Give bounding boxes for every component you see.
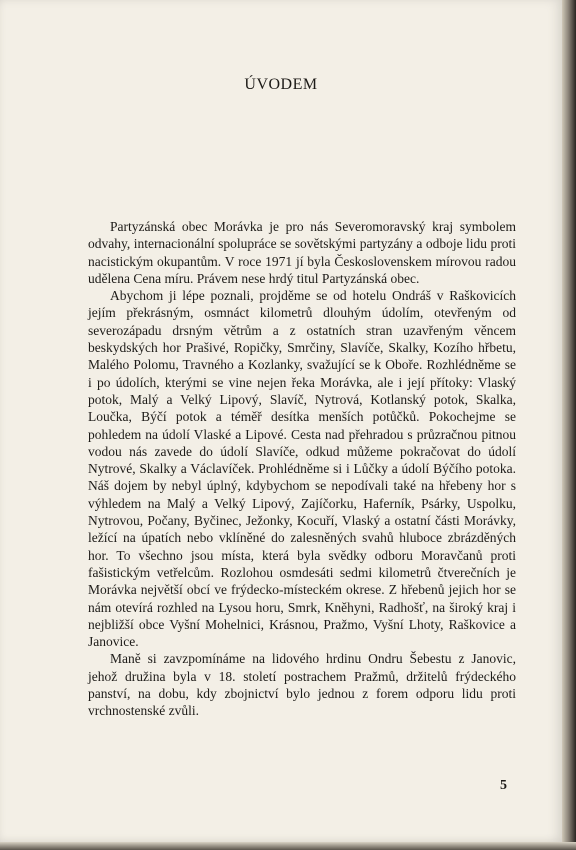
page-edge-shadow <box>562 0 576 850</box>
chapter-title: ÚVODEM <box>244 76 318 93</box>
page-bottom-shadow <box>0 842 576 850</box>
body-text <box>88 218 516 720</box>
page-number: 5 <box>500 778 507 793</box>
paragraph-2: Abychom ji lépe poznali, projděme se od hotelu Ondráš v Raškovicích jejím překrásným, osmnáct kilometrů dlouhým údolím, otevřeným od severozápadu drsným větrům a z ostatních stran uzavřeným věncem beskydských hor Prašivé, Ropičky, Smrčiny, Slavíče, Skalky, Kozího hřbetu, Malého Polomu, Travného a Kozlanky, svažující se k Oboře. Rozhlédněme se i po údolích, kterými se vine nejen řeka Morávka, ale i její přítoky: Vlaský potok, Malý a Velký Lipový, Slavíč, Nytrová, Kotlanský potok, Skalka, Loučka, Býčí potok a téměř desítka menších potůčků. Pokochejme se pohledem na údolí Vlaské a Lipové. Cesta nad přehradou s průzračnou pitnou vodou nás zavede do údolí Slavíče, odkud můžeme pokračovat do údolí Nytrové, Skalky a Václavíček. Prohlédněme si i Lůčky a údolí Býčího potoka. Náš dojem by nebyl úplný, kdybychom se nepodívali také na hřebeny hor s výhledem na Malý a Velký Lipový, Zajíčorku, Haferník, Psárky, Uspolku, Nytrovou, Počany, Byčinec, Ježonky, Kocuří, Vlaský a ostatní části Morávky, ležící na úpatích nebo vklíněné do zalesněných svahů hluboce zbrázděných hor. To všechno jsou místa, která byla svědky odboru Moravčanů proti fašistickým vetřelcům. Rozlohou osmdesáti sedmi kilometrů čtverečních je Morávka největší obcí ve frýdecko-místeckém okrese. Z hřebenů jejich hor se nám otevírá rozhled na Lysou horu, Smrk, Kněhyni, Radhošť, na široký kraj i nejbližší obce Vyšní Mohelnici, Krásnou, Pražmo, Vyšní Lhoty, Raškovice a Janovice. <box>88 288 516 650</box>
paragraph-3: Maně si zavzpomínáme na lidového hrdinu Ondru Šebestu z Janovic, jehož družina byla v 18. století postrachem Pražmů, držitelů frýdeckého panství, na dobu, kdy zbojnictví bylo jednou z forem odporu lidu proti vrchnostenské zvůli. <box>88 651 516 719</box>
paragraph-1: Partyzánská obec Morávka je pro nás Severomoravský kraj symbolem odvahy, internacionální spolupráce se sovětskými partyzány a odboje lidu proti nacistickým okupantům. V roce 1971 jí byla Československem mírovou radou udělena Cena míru. Právem nese hrdý titul Partyzánská obec. <box>88 219 516 286</box>
